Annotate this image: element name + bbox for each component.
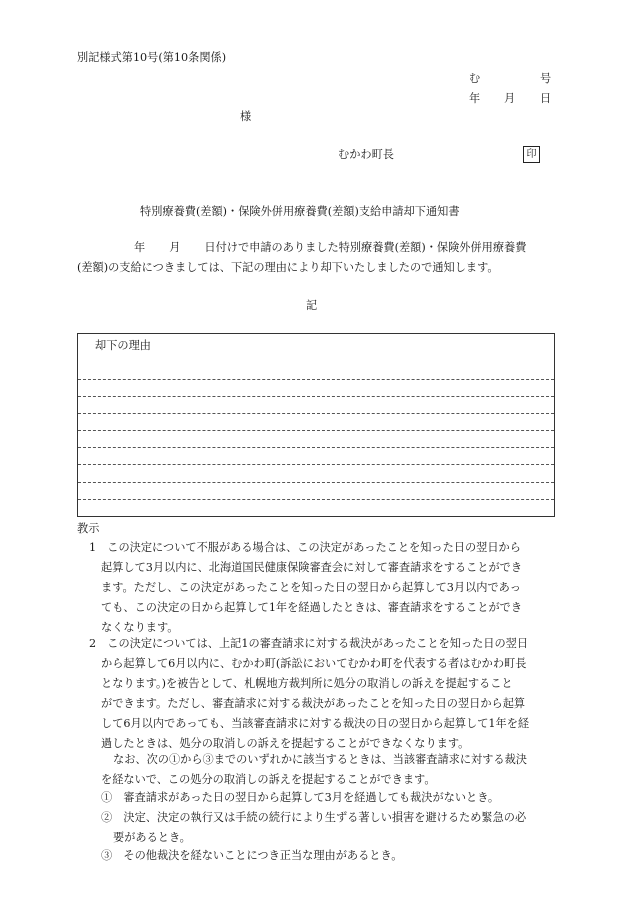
kyouji-item-1-line: 1 この決定について不服がある場合は、この決定があったことを知った日の翌日から (89, 541, 521, 554)
kyouji-sub-item-2 (101, 808, 526, 848)
ki-heading: 記 (306, 299, 318, 312)
reason-dotted-line (78, 413, 554, 414)
reason-dotted-line (78, 430, 554, 431)
date-day-label: 日 (540, 92, 552, 105)
seal-stamp: 印 (523, 146, 540, 163)
form-number-label: 別記様式第10号(第10条関係) (77, 51, 227, 64)
reason-dotted-line (78, 499, 554, 500)
date-year-label: 年 (469, 92, 481, 105)
document-number-prefix: む (469, 72, 481, 85)
kyouji-item-2-line: となります。)を被告として、札幌地方裁判所に処分の取消しの訴えを提起すること (101, 677, 513, 690)
kyouji-item-2-line: ができます。ただし、審査請求に対する裁決があったことを知った日の翌日から起算 (101, 697, 526, 710)
date-month-label: 月 (504, 92, 516, 105)
document-title: 特別療養費(差額)・保険外併用療養費(差額)支給申請却下通知書 (140, 205, 460, 218)
kyouji-sub-item-3 (101, 846, 402, 866)
kyouji-item-2-line: 過したときは、処分の取消しの訴えを提起することができなくなります。 (101, 737, 470, 750)
kyouji-sub-item-1 (101, 788, 499, 808)
kyouji-item-1-line: ても、この決定の日から起算して1年を経過したときは、審査請求をすることができ (101, 601, 523, 614)
kyouji-item-2 (89, 634, 529, 754)
body-year-label: 年 (134, 241, 146, 254)
kyouji-item-1 (89, 538, 522, 638)
kyouji-note-line: を経ないで、この処分の取消しの訴えを提起することができます。 (101, 773, 436, 786)
reason-dotted-line (78, 447, 554, 448)
document-number-suffix: 号 (540, 72, 552, 85)
kyouji-heading: 教示 (77, 522, 100, 535)
addressee-suffix: 様 (240, 110, 252, 123)
reason-dotted-line (78, 482, 554, 483)
kyouji-sub-item-2-line: ② 決定、決定の執行又は手続の続行により生ずる著しい損害を避けるため緊急の必 (101, 811, 527, 824)
kyouji-item-2-line: から起算して6月以内に、むかわ町(訴訟においてむかわ町を代表する者はむかわ町長 (101, 657, 527, 670)
kyouji-sub-item-1-line: ① 審査請求があった日の翌日から起算して3月を経過しても裁決がないとき。 (101, 791, 500, 804)
kyouji-item-2-line: 2 この決定については、上記1の審査請求に対する裁決があったことを知った日の翌日 (89, 637, 529, 650)
kyouji-item-2-line: して6月以内であっても、当該審査請求に対する裁決の日の翌日から起算して1年を経 (101, 717, 530, 730)
body-month-label: 月 (169, 241, 181, 254)
kyouji-note (101, 750, 527, 790)
kyouji-item-1-line: 起算して3月以内に、北海道国民健康保険審査会に対して審査請求をすることができ (101, 561, 523, 574)
reason-box (77, 333, 555, 517)
kyouji-note-line: なお、次の①から③までのいずれかに該当するときは、当該審査請求に対する裁決 (113, 753, 527, 766)
reason-dotted-line (78, 379, 554, 380)
body-line-2: (差額)の支給につきましては、下記の理由により却下いたしましたので通知します。 (77, 261, 499, 274)
reason-label: 却下の理由 (95, 339, 151, 352)
kyouji-sub-item-3-line: ③ その他裁決を経ないことにつき正当な理由があるとき。 (101, 849, 403, 862)
body-line-1-text: 日付けで申請のありました特別療養費(差額)・保険外併用療養費 (204, 241, 527, 254)
reason-dotted-line (78, 464, 554, 465)
body-line-1 (134, 242, 526, 253)
reason-dotted-line (78, 396, 554, 397)
issuer-name: むかわ町長 (338, 148, 394, 161)
kyouji-sub-item-2-line: 要があるとき。 (113, 831, 191, 844)
kyouji-item-1-line: なくなります。 (101, 621, 179, 634)
kyouji-item-1-line: ます。ただし、この決定があったことを知った日の翌日から起算して3月以内であっ (101, 581, 521, 594)
